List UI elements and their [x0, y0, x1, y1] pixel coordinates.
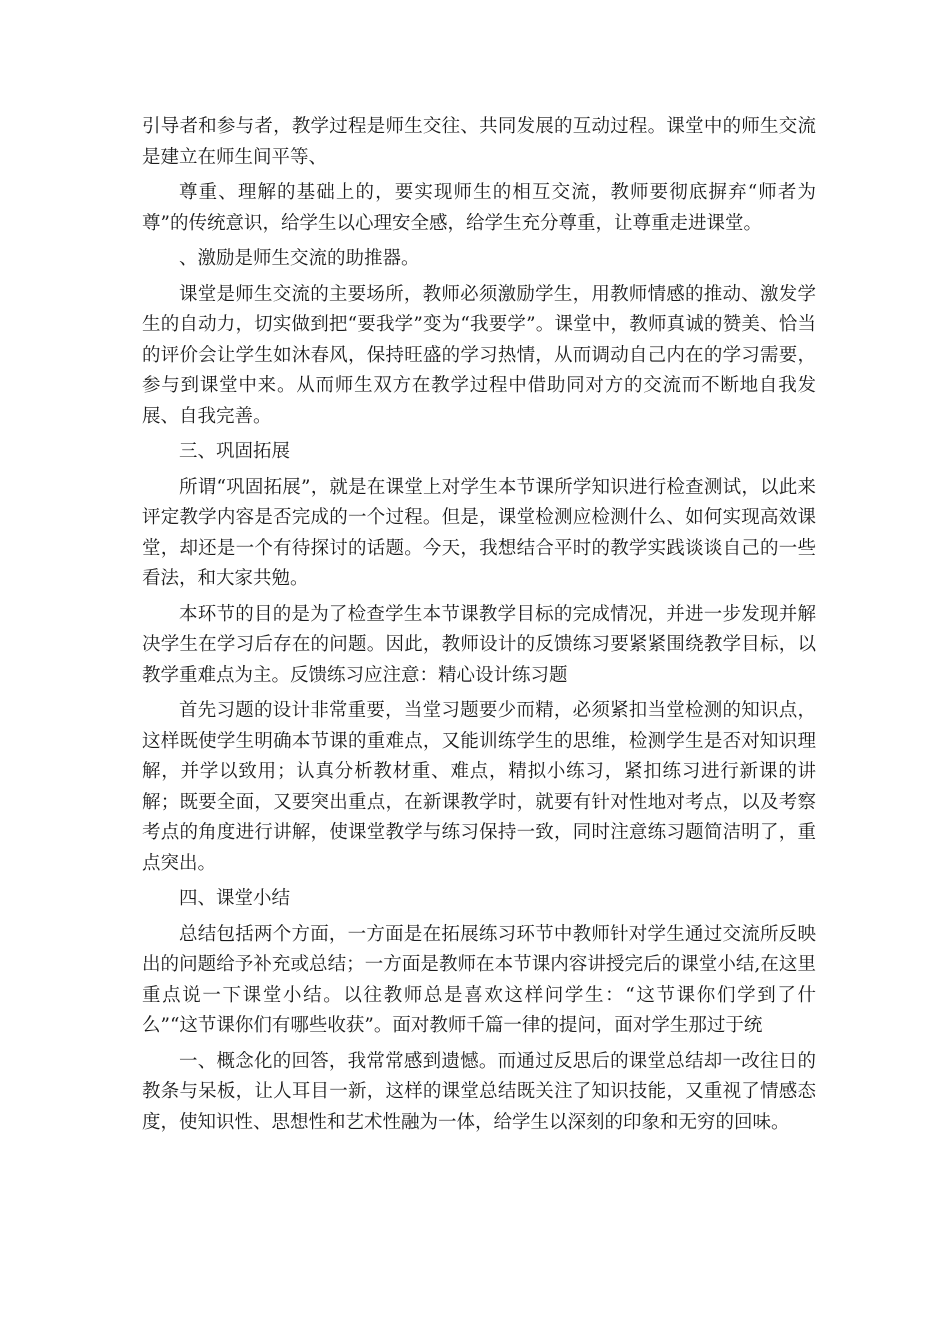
paragraph-7: 首先习题的设计非常重要，当堂习题要少而精，必须紧扣当堂检测的知识点，这样既使学生明确本节课的重难点，又能训练学生的思维，检测学生是否对知识理解，并学以致用；认真分析教材重、难点，精拟小练习，紧扣练习进行新课的讲解；既要全面，又要突出重点，在新课教学时，就要有针对性地对考点，以及考察考点的角度进行讲解，使课堂教学与练习保持一致，同时注意练习题简洁明了，重点突出。 — [142, 700, 816, 874]
paragraph-1: 引导者和参与者，教学过程是师生交往、共同发展的互动过程。课堂中的师生交流是建立在师生间平等、 — [142, 116, 816, 168]
section-heading-4: 四、课堂小结 — [179, 888, 291, 909]
document-body — [142, 112, 816, 1143]
paragraph-9: 一、概念化的回答，我常常感到遗憾。而通过反思后的课堂总结却一改往日的教条与呆板，让人耳目一新，这样的课堂总结既关注了知识技能，又重视了情感态度，使知识性、思想性和艺术性融为一体，给学生以深刻的印象和无穷的回味。 — [142, 1050, 816, 1133]
section-heading-3: 三、巩固拓展 — [179, 441, 291, 462]
paragraph-8: 总结包括两个方面，一方面是在拓展练习环节中教师针对学生通过交流所反映出的问题给予补充或总结；一方面是教师在本节课内容讲授完后的课堂小结,在这里重点说一下课堂小结。以往教师总是喜欢这样问学生：“这节课你们学到了什么”“这节课你们有哪些收获”。面对教师千篇一律的提问，面对学生那过于统 — [142, 923, 816, 1036]
paragraph-3: 、激励是师生交流的助推器。 — [179, 248, 420, 269]
paragraph-6: 本环节的目的是为了检查学生本节课教学目标的完成情况，并进一步发现并解决学生在学习后存在的问题。因此，教师设计的反馈练习要紧紧围绕教学目标，以教学重难点为主。反馈练习应注意：精心设计练习题 — [142, 603, 816, 686]
paragraph-2: 尊重、理解的基础上的，要实现师生的相互交流，教师要彻底摒弃“师者为尊”的传统意识，给学生以心理安全感，给学生充分尊重，让尊重走进课堂。 — [142, 182, 816, 234]
paragraph-4: 课堂是师生交流的主要场所，教师必须激励学生，用教师情感的推动、激发学生的自动力，切实做到把“要我学”变为“我要学”。课堂中，教师真诚的赞美、恰当的评价会让学生如沐春风，保持旺盛的学习热情，从而调动自己内在的学习需要，参与到课堂中来。从而师生双方在教学过程中借助同对方的交流而不断地自我发展、自我完善。 — [142, 283, 816, 427]
paragraph-5: 所谓“巩固拓展”，就是在课堂上对学生本节课所学知识进行检查测试，以此来评定教学内容是否完成的一个过程。但是，课堂检测应检测什么、如何实现高效课堂，却还是一个有待探讨的话题。今天，我想结合平时的教学实践谈谈自己的一些看法，和大家共勉。 — [142, 476, 816, 589]
